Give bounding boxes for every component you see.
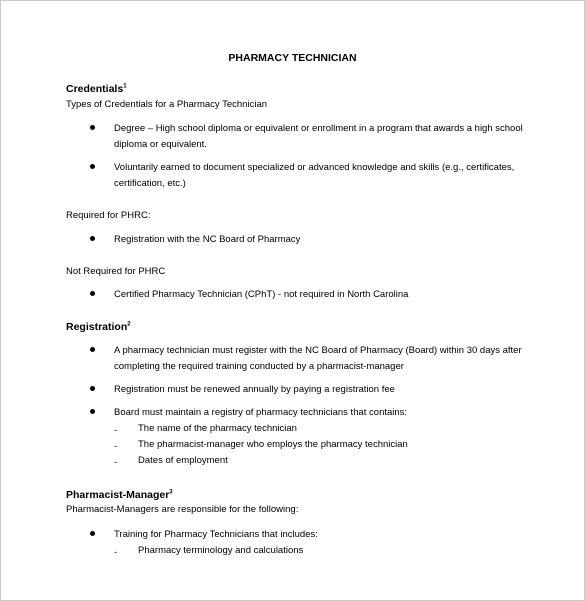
bullet-icon <box>90 531 95 536</box>
pharmacist-manager-item-training: Training for Pharmacy Technicians that includes: <box>114 529 318 540</box>
bullet-icon <box>90 291 95 296</box>
bullet-icon <box>90 236 95 241</box>
bullet-icon <box>90 347 95 352</box>
bullet-icon <box>90 386 95 391</box>
registration-footnote: 2 <box>127 321 131 328</box>
registration-item-register: A pharmacy technician must register with the NC Board of Pharmacy (Board) within 30 days after completing the required training conducted by a pharmacist-manager <box>114 345 522 372</box>
registration-heading <box>66 321 131 333</box>
pharmacist-manager-heading-text: Pharmacist-Manager <box>66 489 170 501</box>
credentials-item-degree: Degree – High school diploma or equivalent or enrollment in a program that awards a high school diploma or equivalent. <box>114 123 523 150</box>
pharmacist-manager-heading <box>66 489 173 501</box>
registration-subitem-dates: Dates of employment <box>138 455 228 466</box>
bullet-icon <box>90 164 95 169</box>
credentials-intro: Types of Credentials for a Pharmacy Technician <box>66 99 268 110</box>
pharmacist-manager-footnote: 3 <box>169 489 173 496</box>
required-item: Registration with the NC Board of Pharmacy <box>114 234 301 245</box>
registration-subitem-manager: The pharmacist-manager who employs the pharmacy technician <box>138 439 408 450</box>
not-required-item: Certified Pharmacy Technician (CPhT) - not required in North Carolina <box>114 289 409 300</box>
registration-item-renew: Registration must be renewed annually by paying a registration fee <box>114 384 395 395</box>
registration-heading-text: Registration <box>66 321 128 333</box>
pharmacist-manager-intro: Pharmacist-Managers are responsible for the following: <box>66 504 299 515</box>
pharmacist-manager-subitem-terminology: Pharmacy terminology and calculations <box>138 545 304 556</box>
credentials-footnote: 1 <box>123 83 127 90</box>
dash-marker: - <box>114 441 118 452</box>
credentials-item-voluntary: Voluntarily earned to document specialized or advanced knowledge and skills (e.g., certificates, certification, etc.) <box>114 162 515 189</box>
bullet-icon <box>90 409 95 414</box>
dash-marker: - <box>114 425 118 436</box>
credentials-heading <box>66 83 127 95</box>
bullet-icon <box>90 125 95 130</box>
dash-marker: - <box>114 457 118 468</box>
credentials-heading-text: Credentials <box>66 83 124 95</box>
registration-item-registry: Board must maintain a registry of pharmacy technicians that contains: <box>114 407 408 418</box>
document-title: PHARMACY TECHNICIAN <box>228 52 357 64</box>
not-required-label: Not Required for PHRC <box>66 266 166 277</box>
registration-subitem-name: The name of the pharmacy technician <box>138 423 297 434</box>
dash-marker: - <box>114 547 118 558</box>
required-label: Required for PHRC: <box>66 210 151 221</box>
